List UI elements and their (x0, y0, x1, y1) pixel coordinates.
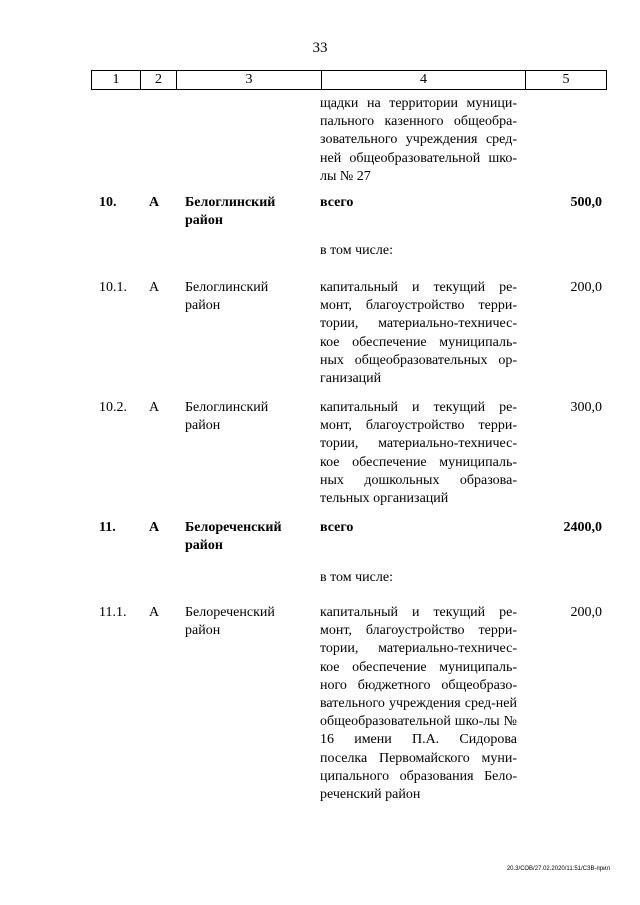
row-district: Белореченский район (185, 605, 275, 639)
row-value: 200,0 (570, 280, 602, 295)
row-value: 300,0 (570, 400, 602, 415)
row-category: А (149, 520, 160, 535)
column-header-5: 5 (562, 72, 570, 87)
row-number: 10.2. (99, 400, 127, 415)
row-district: Белоглинский район (185, 195, 276, 229)
page-number: 33 (312, 40, 328, 56)
row-value: 200,0 (570, 605, 602, 620)
document-code: 20.3/СОВ/27.02.2020/11:51/СЗВ-прил (506, 866, 610, 872)
column-header-row (91, 70, 607, 90)
row-category: А (149, 605, 160, 620)
row-value: 2400,0 (563, 520, 602, 535)
row-number: 10.1. (99, 280, 127, 295)
row-value: 500,0 (570, 195, 602, 210)
row-description: капитальный и текущий ре-монт, благоустройство терри-тории, материально-техничес-кое обеспечение муниципаль-ных дошкольных образова-тельных организаций (320, 400, 517, 507)
column-header-3: 3 (177, 71, 322, 89)
row-description: капитальный и текущий ре-монт, благоустройство терри-тории, материально-техничес-кое обеспечение муниципаль-ных общеобразовательных ор-ганизаций (320, 280, 517, 387)
row-category: А (149, 400, 160, 415)
column-header-2: 2 (141, 71, 177, 89)
subtotal-label: в том числе: (320, 570, 393, 585)
row-district: Белореченский район (185, 520, 282, 554)
row-number: 11. (99, 520, 116, 535)
continuation-text: щадки на территории муници-пального казенного общеобра-зовательного учреждения сред-ней общеобразовательной шко-лы № 27 (320, 96, 517, 184)
row-category: А (149, 195, 160, 210)
column-header-1: 1 (92, 71, 141, 89)
row-district: Белоглинский район (185, 280, 269, 314)
row-number: 11.1. (99, 605, 127, 620)
row-district: Белоглинский район (185, 400, 269, 434)
row-description: всего (320, 520, 354, 535)
row-category: А (149, 280, 160, 295)
column-header-4: 4 (322, 71, 526, 89)
row-description: всего (320, 195, 354, 210)
subtotal-label: в том числе: (320, 243, 393, 258)
row-description: капитальный и текущий ре-монт, благоустройство терри-тории, материально-техничес-кое обеспечение муниципаль-ного бюджетного общеобразо-вательного учреждения сред-ней общеобразовательной шко-лы № 16 имени П.А. Сидорова поселка Первомайского муни-ципального образования Бело-реченский район (320, 605, 517, 803)
row-number: 10. (99, 195, 117, 210)
